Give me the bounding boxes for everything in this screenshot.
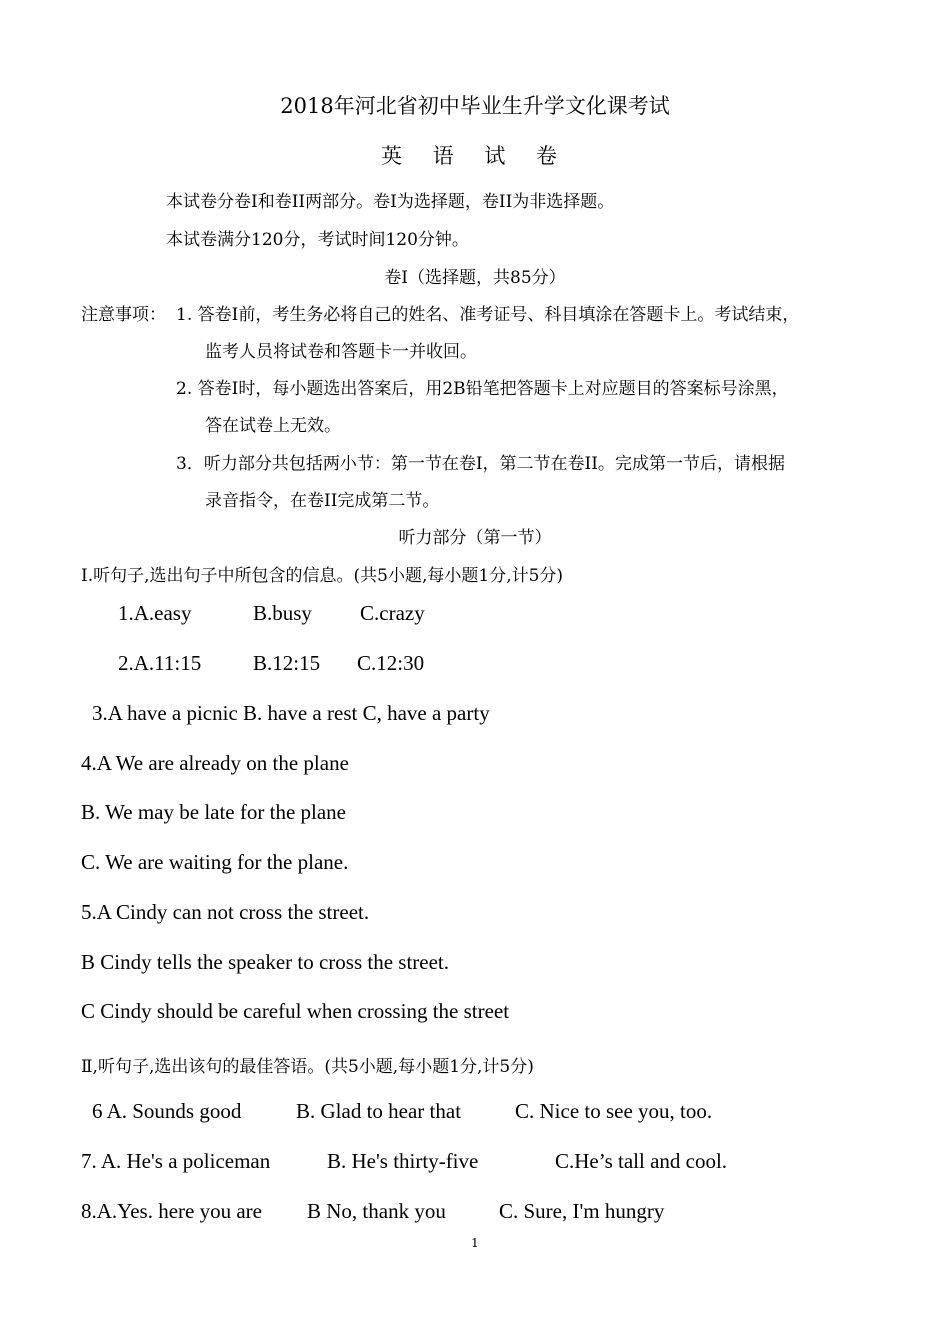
q2-option-a: 2.A.11:15 xyxy=(118,651,202,675)
q8-option-a: 8.A.Yes. here you are xyxy=(81,1199,262,1223)
intro-line-1: 本试卷分卷I和卷II两部分。卷I为选择题，卷II为非选择题。 xyxy=(166,192,615,212)
q5-option-b: B Cindy tells the speaker to cross the street. xyxy=(81,950,450,974)
q6-option-c: C. Nice to see you, too. xyxy=(515,1099,713,1123)
q1-option-a: 1.A.easy xyxy=(118,601,192,625)
q7-option-a: 7. A. He's a policeman xyxy=(81,1149,271,1173)
listening-title: 听力部分（第一节） xyxy=(398,528,552,548)
q6-option-a: 6 A. Sounds good xyxy=(92,1099,242,1123)
q7-option-c: C.He’s tall and cool. xyxy=(555,1149,728,1173)
q1-option-c: C.crazy xyxy=(360,601,425,625)
part1-instruction: I.听句子,选出句子中所包含的信息。(共5小题,每小题1分,计5分) xyxy=(81,566,564,586)
exam-title: 2018年河北省初中毕业生升学文化课考试 xyxy=(280,94,670,118)
note-1-line-2: 监考人员将试卷和答题卡一并收回。 xyxy=(205,342,477,362)
note-3-line-1: 3．听力部分共包括两小节：第一节在卷I，第二节在卷II。完成第一节后，请根据 xyxy=(176,454,785,474)
section-title: 卷I（选择题，共85分） xyxy=(384,268,566,288)
page-number: 1 xyxy=(471,1236,479,1250)
q5-option-a: 5.A Cindy can not cross the street. xyxy=(81,900,370,924)
note-2-line-1: 2. 答卷I时，每小题选出答案后，用2B铅笔把答题卡上对应题目的答案标号涂黑， xyxy=(176,379,789,399)
intro-line-2: 本试卷满分120分，考试时间120分钟。 xyxy=(166,230,469,250)
note-2-line-2: 答在试卷上无效。 xyxy=(205,416,341,436)
q2-option-c: C.12:30 xyxy=(357,651,425,675)
question-1 xyxy=(118,601,425,626)
q1-option-b: B.busy xyxy=(253,601,312,625)
q8-option-b: B No, thank you xyxy=(307,1199,446,1223)
notes-label: 注意事项： xyxy=(81,305,166,325)
q4-option-a: 4.A We are already on the plane xyxy=(81,751,349,775)
q4-option-c: C. We are waiting for the plane. xyxy=(81,850,349,874)
question-3: 3.A have a picnic B. have a rest C, have a party xyxy=(92,701,490,725)
part2-instruction: Ⅱ,听句子,选出该句的最佳答语。(共5小题,每小题1分,计5分) xyxy=(81,1057,534,1077)
q2-option-b: B.12:15 xyxy=(253,651,321,675)
q6-option-b: B. Glad to hear that xyxy=(296,1099,462,1123)
q7-option-b: B. He's thirty-five xyxy=(327,1149,479,1173)
question-6 xyxy=(92,1099,712,1124)
question-2 xyxy=(118,651,424,676)
q5-option-c: C Cindy should be careful when crossing the street xyxy=(81,999,510,1023)
note-3-line-2: 录音指令，在卷II完成第二节。 xyxy=(205,491,440,511)
question-7 xyxy=(81,1149,727,1174)
exam-subtitle: 英 语 试 卷 xyxy=(380,144,570,168)
note-1-line-1: 1. 答卷I前，考生务必将自己的姓名、准考证号、科目填涂在答题卡上。考试结束， xyxy=(176,305,800,325)
question-8 xyxy=(81,1199,664,1224)
q8-option-c: C. Sure, I'm hungry xyxy=(499,1199,665,1223)
q4-option-b: B. We may be late for the plane xyxy=(81,800,346,824)
